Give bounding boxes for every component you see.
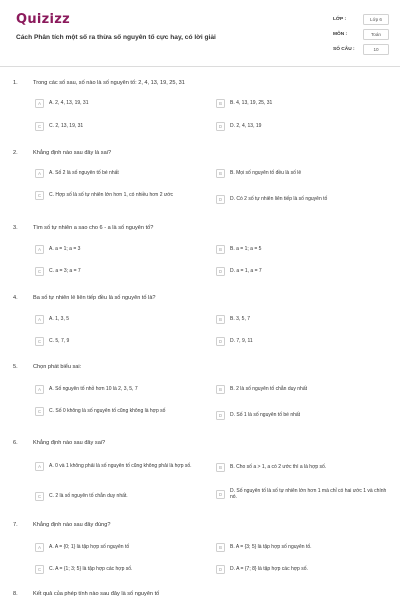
question-text: Trong các số sau, số nào là số nguyên tố: 2, 4, 13, 19, 25, 31 (33, 80, 185, 86)
option-letter-box: B (216, 463, 225, 472)
option-text: A. a = 1; a = 3 (49, 246, 81, 253)
option-letter-box: A (35, 543, 44, 552)
option-letter-box: B (216, 315, 225, 324)
q5-option-b[interactable] (216, 385, 391, 394)
option-text: B. a = 1; a = 5 (230, 246, 262, 253)
question-text: Kết quả của phép tính nào sau đây là số nguyên tố (33, 591, 160, 597)
option-letter-box: A (35, 99, 44, 108)
q2-option-a[interactable] (35, 169, 215, 178)
question-number: 8. (13, 591, 18, 597)
header-divider (0, 66, 400, 67)
q7-option-a[interactable] (35, 543, 215, 552)
option-text: D. A = {7; 8} là tập hợp các hợp số. (230, 566, 308, 573)
meta-class-label: LỚP : (333, 17, 347, 22)
option-text: C. 2, 13, 19, 31 (49, 123, 84, 130)
option-letter-box: B (216, 385, 225, 394)
option-letter-box: D (216, 411, 225, 420)
q1-option-c[interactable] (35, 122, 215, 131)
q1-option-a[interactable] (35, 99, 215, 108)
q3-option-b[interactable] (216, 245, 391, 254)
question-number: 4. (13, 295, 18, 301)
option-text: C. 5, 7, 9 (49, 338, 70, 345)
q6-option-d[interactable] (216, 488, 391, 500)
meta-subject-value: Toán (363, 29, 389, 40)
option-text: D. Có 2 số tự nhiên liên tiếp là số nguyên tố (230, 196, 328, 203)
option-letter-box: A (35, 245, 44, 254)
option-letter-box: B (216, 543, 225, 552)
option-text: C. Hợp số là số tự nhiên lớn hơn 1, có nhiều hơn 2 ước (49, 192, 173, 199)
option-text: A. 0 và 1 không phải là số nguyên tố cũng không phải là hợp số. (49, 463, 192, 470)
option-letter-box: A (35, 385, 44, 394)
q7-option-d[interactable] (216, 565, 391, 574)
option-text: B. Mọi số nguyên tố đều là số lẻ (230, 170, 302, 177)
q3-option-d[interactable] (216, 267, 391, 276)
option-letter-box: A (35, 462, 44, 471)
q6-option-b[interactable] (216, 463, 391, 472)
quizizz-logo: Quizizz (16, 12, 71, 27)
option-text: A. Số 2 là số nguyên tố bé nhất (49, 170, 119, 177)
q4-option-b[interactable] (216, 315, 391, 324)
option-letter-box: C (35, 407, 44, 416)
option-text: B. 4, 13, 19, 25, 31 (230, 100, 273, 107)
option-letter-box: D (216, 337, 225, 346)
q2-option-c[interactable] (35, 191, 215, 200)
option-text: B. A = {3; 5} là tập hợp số nguyên tố. (230, 544, 312, 551)
worksheet-title: Cách Phân tích một số ra thừa số nguyên tố cực hay, có lời giải (16, 34, 216, 41)
option-letter-box: A (35, 315, 44, 324)
q3-option-a[interactable] (35, 245, 215, 254)
option-letter-box: B (216, 99, 225, 108)
q4-option-a[interactable] (35, 315, 215, 324)
question-number: 2. (13, 150, 18, 156)
q5-option-a[interactable] (35, 385, 215, 394)
question-text: Khẳng định nào sau đây đúng? (33, 522, 111, 528)
meta-question-count-label: SỐ CÂU : (333, 47, 355, 52)
option-letter-box: D (216, 565, 225, 574)
question-number: 6. (13, 440, 18, 446)
option-letter-box: C (35, 191, 44, 200)
option-text: D. 7, 9, 11 (230, 338, 253, 345)
option-text: D. 2, 4, 13, 19 (230, 123, 262, 130)
meta-subject-label: MÔN : (333, 32, 348, 37)
option-text: A. 1, 3, 5 (49, 316, 70, 323)
q1-option-b[interactable] (216, 99, 391, 108)
option-letter-box: D (216, 195, 225, 204)
meta-subject (333, 29, 391, 43)
q1-option-d[interactable] (216, 122, 391, 131)
option-text: C. A = {1; 3; 5} là tập hợp các hợp số. (49, 566, 133, 573)
option-text: B. 2 là số nguyên tố chẵn duy nhất (230, 386, 307, 393)
option-letter-box: C (35, 122, 44, 131)
option-letter-box: D (216, 122, 225, 131)
option-text: A. A = {0; 1} là tập hợp số nguyên tố (49, 544, 130, 551)
q3-option-c[interactable] (35, 267, 215, 276)
option-letter-box: B (216, 169, 225, 178)
option-text: A. Số nguyên tố nhỏ hơn 10 là 2, 3, 5, 7 (49, 386, 138, 393)
option-letter-box: C (35, 337, 44, 346)
option-text: C. a = 3; a = 7 (49, 268, 81, 275)
question-text: Khẳng định nào sau đây là sai? (33, 150, 112, 156)
question-text: Chọn phát biểu sai: (33, 364, 82, 370)
meta-class-value: Lớp 6 (363, 14, 389, 25)
question-number: 5. (13, 364, 18, 370)
option-letter-box: A (35, 169, 44, 178)
q4-option-d[interactable] (216, 337, 391, 346)
q4-option-c[interactable] (35, 337, 215, 346)
option-letter-box: D (216, 267, 225, 276)
question-number: 7. (13, 522, 18, 528)
option-text: D. a = 1, a = 7 (230, 268, 262, 275)
q7-option-b[interactable] (216, 543, 391, 552)
option-letter-box: C (35, 565, 44, 574)
question-number: 1. (13, 80, 18, 86)
option-text: C. 2 là số nguyên tố chẵn duy nhất. (49, 493, 128, 500)
option-text: D. Số nguyên tố là số tự nhiên lớn hơn 1 mà chỉ có hai ước 1 và chính nó. (230, 488, 387, 501)
q5-option-d[interactable] (216, 411, 391, 420)
option-text: B. Cho số a > 1, a có 2 ước thì a là hợp số. (230, 464, 327, 471)
option-letter-box: C (35, 492, 44, 501)
q7-option-c[interactable] (35, 565, 215, 574)
meta-question-count (333, 44, 391, 58)
q5-option-c[interactable] (35, 407, 215, 416)
option-letter-box: D (216, 490, 225, 499)
option-text: D. Số 1 là số nguyên tố bé nhất (230, 412, 301, 419)
meta-class (333, 14, 391, 28)
option-letter-box: B (216, 245, 225, 254)
meta-question-count-value: 10 (363, 44, 389, 55)
q2-option-b[interactable] (216, 169, 391, 178)
question-text: Tìm số tự nhiên a sao cho 6 - a là số nguyên tố? (33, 225, 154, 231)
q2-option-d[interactable] (216, 195, 391, 204)
worksheet-header (0, 0, 400, 60)
q6-option-a[interactable] (35, 462, 215, 471)
option-text: A. 2, 4, 13, 19, 31 (49, 100, 89, 107)
option-text: C. Số 0 không là số nguyên tố cũng không là hợp số (49, 408, 166, 415)
option-text: B. 3, 5, 7 (230, 316, 251, 323)
q6-option-c[interactable] (35, 492, 215, 501)
question-text: Khẳng định nào sau đây sai? (33, 440, 106, 446)
option-letter-box: C (35, 267, 44, 276)
question-text: Ba số tự nhiên lẻ liên tiếp đều là số nguyên tố là? (33, 295, 156, 301)
question-number: 3. (13, 225, 18, 231)
